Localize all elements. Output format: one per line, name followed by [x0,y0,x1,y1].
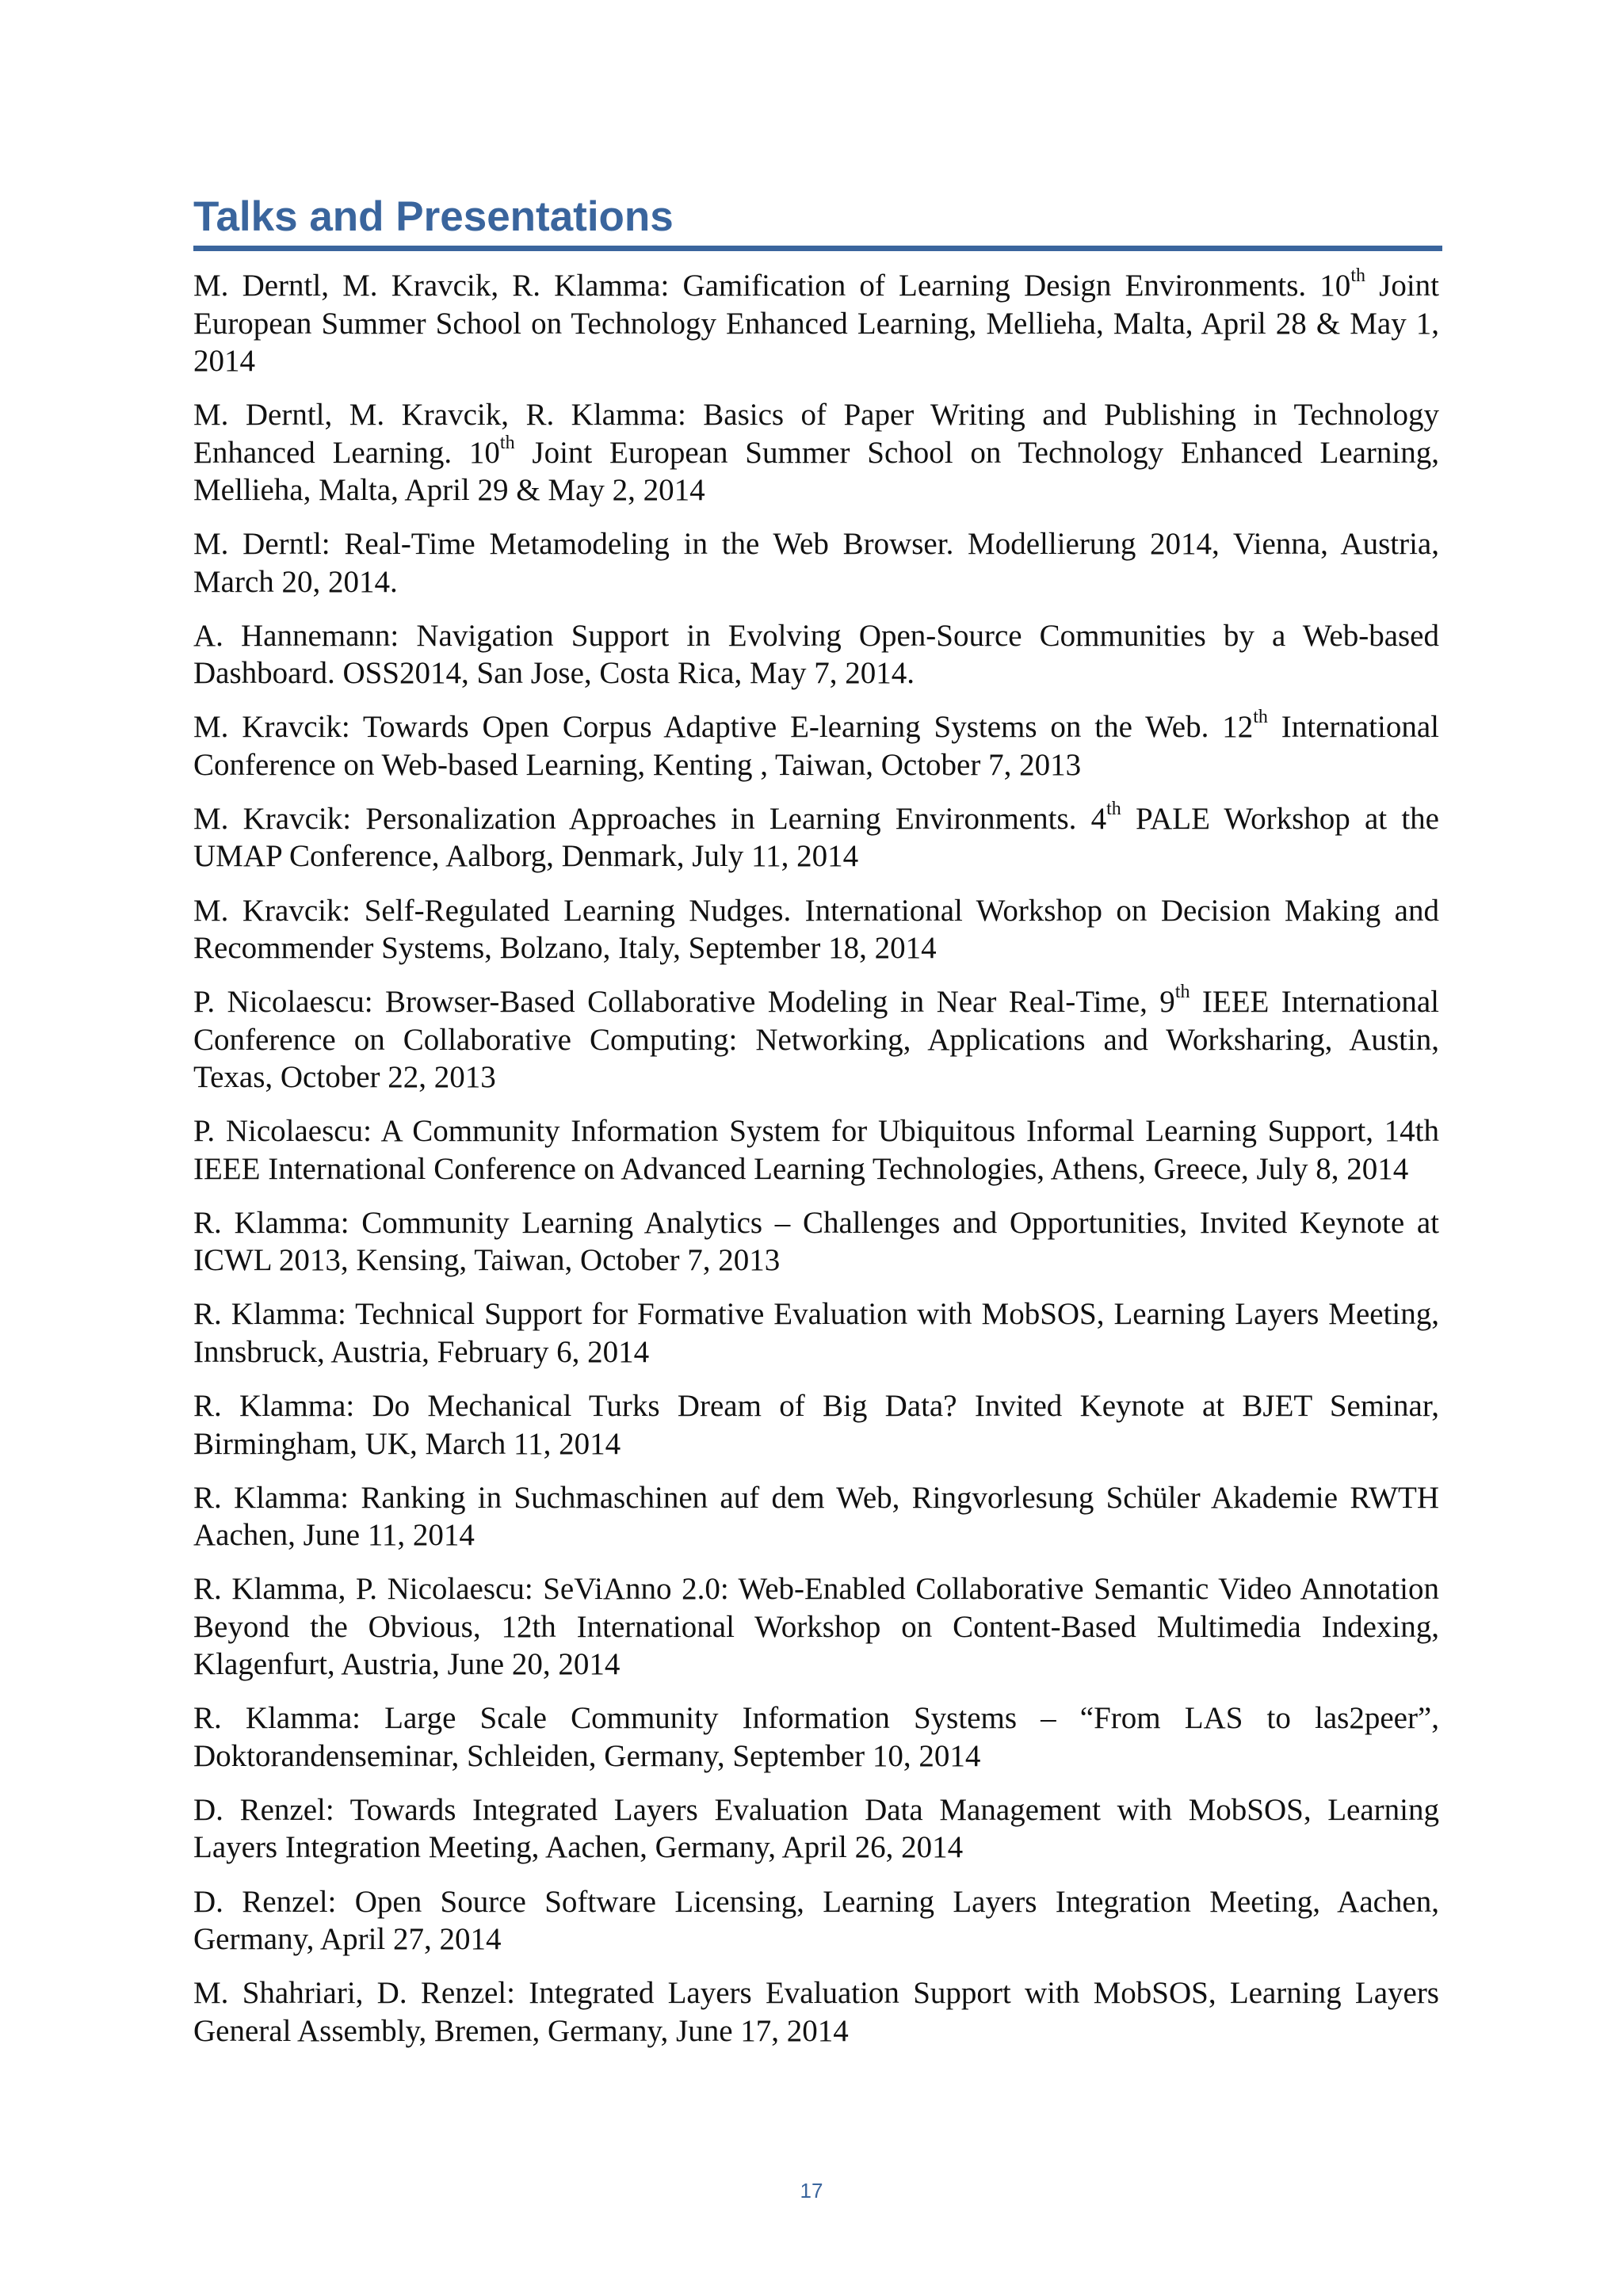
talk-text: M. Kravcik: Towards Open Corpus Adaptive E-learning Systems on the Web. 12 [193,710,1254,745]
talk-text: M. Kravcik: Personalization Approaches in Learning Environments. 4 [193,801,1107,836]
talk-text: A. Hannemann: Navigation Support in Evolving Open-Source Communities by a Web-based Dashboard. OSS2014, San Jose, Costa Rica, May 7, 2014. [193,618,1439,691]
talk-text: M. Derntl, M. Kravcik, R. Klamma: Gamification of Learning Design Environments. 10 [193,269,1351,303]
talk-text: R. Klamma: Large Scale Community Information Systems – “From LAS to las2peer”, Doktorandenseminar, Schleiden, Germany, September 10, 2014 [193,1701,1439,1773]
talk-text: M. Shahriari, D. Renzel: Integrated Layers Evaluation Support with MobSOS, Learning Layers General Assembly, Bremen, Germany, June 17, 2014 [193,1976,1439,2048]
talk-entry [193,1204,1439,1280]
talk-text-continued: PALE Workshop at the UMAP Conference, Aalborg, Denmark, July 11, 2014 [193,801,1439,874]
talk-text: R. Klamma, P. Nicolaescu: SeViAnno 2.0: Web-Enabled Collaborative Semantic Video Annotation Beyond the Obvious, 12th International Workshop on Content-Based Multimedia Indexing, Klagenfurt, Austria, June 20, 2014 [193,1572,1439,1682]
talk-entry [193,1112,1439,1188]
talk-text-continued: International Conference on Web-based Learning, Kenting , Taiwan, October 7, 2013 [193,710,1439,782]
talk-entry [193,525,1439,601]
talk-entry [193,267,1439,380]
talk-text: D. Renzel: Towards Integrated Layers Evaluation Data Management with MobSOS, Learning Layers Integration Meeting, Aachen, Germany, April 26, 2014 [193,1792,1439,1865]
talk-text: R. Klamma: Ranking in Suchmaschinen auf dem Web, Ringvorlesung Schüler Akademie RWTH Aachen, June 11, 2014 [193,1480,1439,1553]
talk-entry [193,617,1439,692]
talk-entry [193,396,1439,509]
ordinal-suffix: th [499,432,515,453]
talk-entry [193,1791,1439,1867]
ordinal-suffix: th [1253,707,1268,728]
ordinal-suffix: th [1174,982,1190,1003]
talk-text: R. Klamma: Technical Support for Formative Evaluation with MobSOS, Learning Layers Meeting, Innsbruck, Austria, February 6, 2014 [193,1297,1439,1369]
talk-entry [193,708,1439,784]
talk-text-continued: Joint European Summer School on Technology Enhanced Learning, Mellieha, Malta, April 29 & May 2, 2014 [193,435,1439,508]
section-heading: Talks and Presentations [193,192,1442,251]
talk-text: P. Nicolaescu: A Community Information System for Ubiquitous Informal Learning Support, 14th IEEE International Conference on Advanced Learning Technologies, Athens, Greece, July 8, 2014 [193,1114,1439,1186]
talk-entry [193,1295,1439,1371]
talk-entry [193,1699,1439,1775]
talk-text: M. Derntl: Real-Time Metamodeling in the Web Browser. Modellierung 2014, Vienna, Austria, March 20, 2014. [193,527,1439,599]
talk-entry [193,1974,1439,2050]
talk-text: D. Renzel: Open Source Software Licensing, Learning Layers Integration Meeting, Aachen, Germany, April 27, 2014 [193,1884,1439,1956]
talk-text-continued: IEEE International Conference on Collaborative Computing: Networking, Applications and Worksharing, Austin, Texas, October 22, 2013 [193,985,1440,1095]
talk-entry [193,800,1439,875]
page-number: 17 [800,2179,823,2203]
talk-entry [193,1883,1439,1958]
talk-text: M. Derntl, M. Kravcik, R. Klamma: Basics of Paper Writing and Publishing in Technology Enhanced Learning. 10 [193,398,1439,470]
talk-entry [193,1570,1439,1684]
talk-text: P. Nicolaescu: Browser-Based Collaborative Modeling in Near Real-Time, 9 [193,985,1175,1020]
talks-list [193,267,1439,2066]
talk-entry [193,983,1439,1097]
talk-text-continued: Joint European Summer School on Technology Enhanced Learning, Mellieha, Malta, April 28 & May 1, 2014 [193,269,1439,378]
talk-entry [193,1387,1439,1463]
ordinal-suffix: th [1350,265,1365,286]
talk-entry [193,1479,1439,1554]
talk-text: M. Kravcik: Self-Regulated Learning Nudges. International Workshop on Decision Making and Recommender Systems, Bolzano, Italy, September 18, 2014 [193,893,1439,966]
talk-entry [193,892,1439,967]
talk-text: R. Klamma: Do Mechanical Turks Dream of Big Data? Invited Keynote at BJET Seminar, Birmingham, UK, March 11, 2014 [193,1389,1439,1461]
ordinal-suffix: th [1106,798,1121,819]
talk-text: R. Klamma: Community Learning Analytics – Challenges and Opportunities, Invited Keynote at ICWL 2013, Kensing, Taiwan, October 7, 2013 [193,1205,1439,1278]
